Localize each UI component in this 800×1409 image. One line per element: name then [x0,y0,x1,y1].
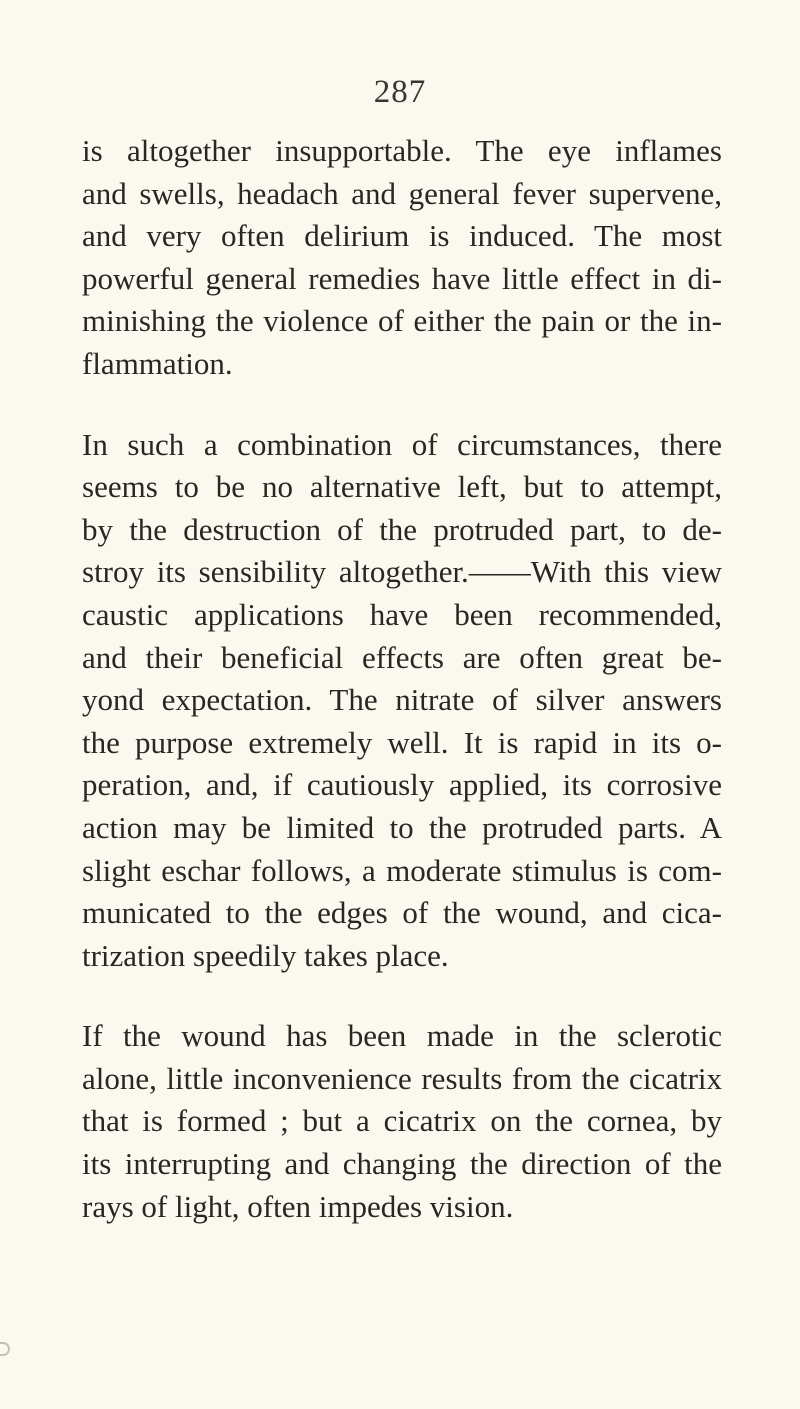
paper-speck [0,1342,10,1356]
text-line: by the destruction of the protruded part, to de- [82,511,722,547]
text-line: and very often delirium is induced. The most [82,218,722,254]
text-line: flammation. [82,345,233,381]
text-line: and their beneficial effects are often great be- [82,639,722,675]
text-line: trization speedily takes place. [82,937,449,973]
text-line: that is formed ; but a cicatrix on the cornea, by [82,1103,722,1139]
text-line: and swells, headach and general fever supervene, [82,175,722,211]
text-line: municated to the edges of the wound, and cica- [82,895,722,931]
text-line: action may be limited to the protruded parts. A [82,809,722,845]
text-line: In such a combination of circumstances, there [82,426,722,462]
paragraph-1 [82,130,722,386]
text-line: the purpose extremely well. It is rapid in its o- [82,724,722,760]
text-line: slight eschar follows, a moderate stimulus is com- [82,852,722,888]
text-line: If the wound has been made in the sclerotic [82,1018,722,1054]
paragraph-2 [82,424,722,978]
text-line: yond expectation. The nitrate of silver answers [82,682,722,718]
text-line: alone, little inconvenience results from the cicatrix [82,1060,722,1096]
text-line: powerful general remedies have little effect in di- [82,260,722,296]
text-line: caustic applications have been recommended, [82,596,722,632]
text-line: its interrupting and changing the direction of the [82,1146,722,1182]
text-line: is altogether insupportable. The eye inflames [82,133,722,168]
page-number: 287 [373,74,427,110]
paragraph-3 [82,1015,722,1228]
text-line: rays of light, often impedes vision. [82,1188,514,1224]
body-text [82,130,722,1228]
text-line: peration, and, if cautiously applied, its corrosive [82,767,722,803]
text-line: stroy its sensibility altogether.——With this view [82,554,722,590]
text-line: minishing the violence of either the pain or the in- [82,303,722,339]
text-line: seems to be no alternative left, but to attempt, [82,469,722,505]
